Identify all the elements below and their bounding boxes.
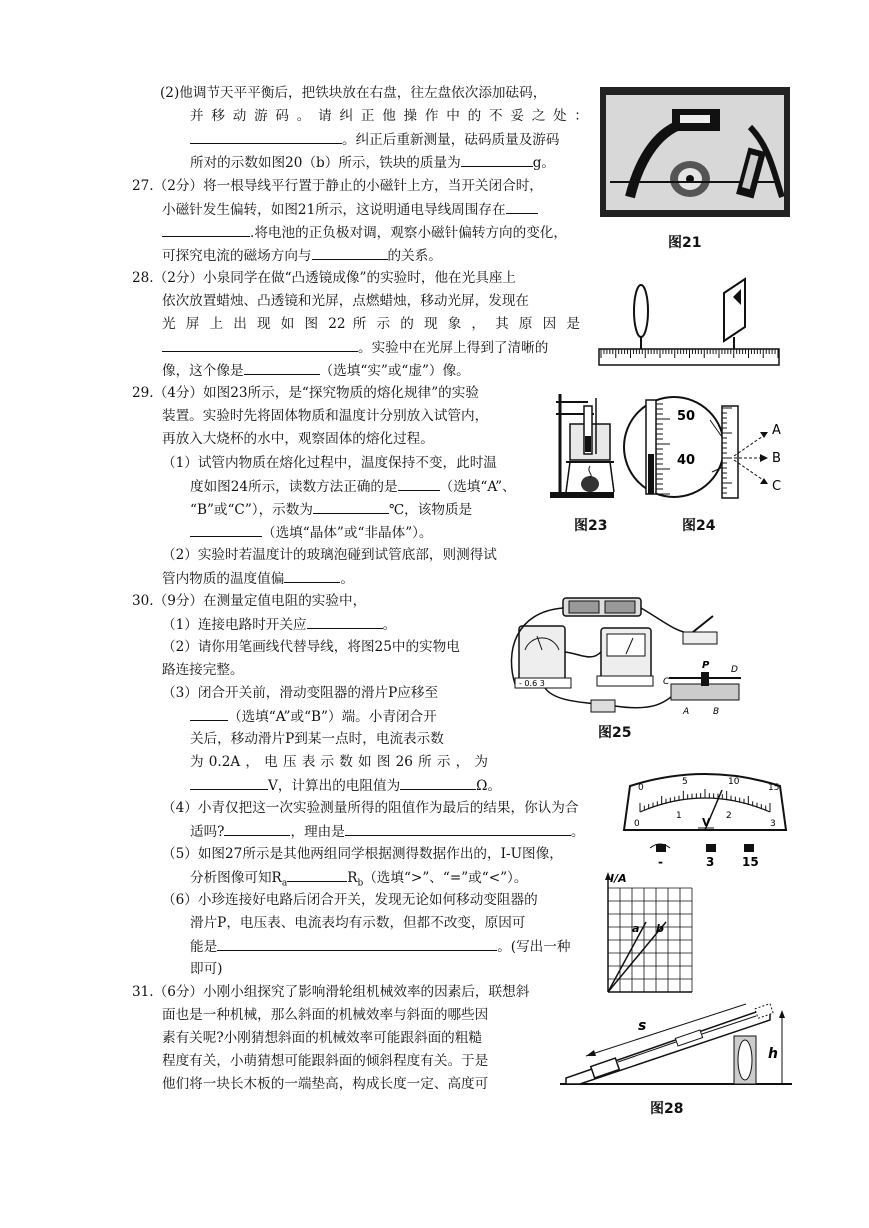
q27-line-2 xyxy=(162,199,538,220)
scale-top-10: 10 xyxy=(728,777,740,787)
q26-line-3-text: 。纠正后重新测量，砝码质量及游码 xyxy=(342,132,560,148)
q30-line-9-unit: Ω。 xyxy=(476,778,502,794)
q31-line-2: 面也是一种机械，那么斜面的机械效率与斜面的哪些因 xyxy=(162,1007,489,1023)
q30-line-6 xyxy=(190,706,437,727)
q27-line-4-text: 可探究电流的磁场方向与 xyxy=(162,248,312,264)
q28-line-4 xyxy=(162,337,548,358)
q29-line-6-end: ℃，该物质是 xyxy=(388,502,473,518)
scale-bottom-3: 3 xyxy=(770,819,776,829)
q29-line-2: 装置。实验时先将固体物质和温度计分别放入试管内， xyxy=(162,408,489,424)
q29-line-9-end: 。 xyxy=(340,571,354,587)
q31-line-3: 素有关呢?小刚猜想斜面的机械效率可能跟斜面的粗糙 xyxy=(162,1030,482,1046)
terminal-b-label: B xyxy=(713,707,720,717)
line-a-label: a xyxy=(632,922,640,935)
q29-line-6 xyxy=(190,499,472,520)
answer-blank[interactable] xyxy=(190,522,262,537)
q30-line-2-text: （1）连接电路时开关应 xyxy=(162,617,307,633)
q30-line-11-mid: ，理由是 xyxy=(290,824,345,840)
q30-line-10: （4）小青仅把这一次实验测量所得的阻值作为最后的结果，你认为合 xyxy=(162,800,579,816)
q26-line-2: 并 移 动 游 码 。 请 纠 正 他 操 作 中 的 不 妥 之 处 ： xyxy=(190,108,588,124)
figure-22-optical-bench xyxy=(597,275,781,370)
q30-line-5: （3）闭合开关前，滑动变阻器的滑片P应移至 xyxy=(162,685,439,701)
figure-27-iu-graph xyxy=(598,868,698,998)
q30-line-16-end: 。(写出一种 xyxy=(497,939,571,955)
thermometer-label-40: 40 xyxy=(677,453,696,468)
line-b-label: b xyxy=(656,922,664,935)
q30-line-2 xyxy=(162,614,396,635)
q30-line-16 xyxy=(190,936,570,957)
terminal-d-label: D xyxy=(731,665,738,675)
answer-blank[interactable] xyxy=(190,129,342,144)
q31-line-1: 31.（6分）小刚小组探究了影响滑轮组机械效率的因素后，联想斜 xyxy=(132,984,530,1000)
q29-line-4: （1）试管内物质在熔化过程中，温度保持不变，此时温 xyxy=(162,455,497,471)
slider-p-label: P xyxy=(702,660,710,671)
answer-blank[interactable] xyxy=(398,476,440,491)
ammeter-terminals: - 0.6 3 xyxy=(519,679,545,688)
q30-line-16-text: 能是 xyxy=(190,939,218,955)
answer-blank[interactable] xyxy=(461,152,533,167)
q28-line-2: 依次放置蜡烛、凸透镜和光屏，点燃蜡烛，移动光屏，发现在 xyxy=(162,293,530,309)
reading-option-c: C xyxy=(772,479,782,494)
q29-line-6-text: “B”或“C”），示数为 xyxy=(190,502,313,518)
q28-line-5 xyxy=(162,360,470,381)
figure-23-caption: 图23 xyxy=(574,518,608,534)
answer-blank[interactable] xyxy=(217,936,497,951)
reading-option-b: B xyxy=(772,451,781,466)
scale-top-5: 5 xyxy=(682,777,688,787)
q30-line-3: （2）请你用笔画线代替导线，将图25中的实物电 xyxy=(162,639,460,655)
q31-line-4: 程度有关，小萌猜想可能跟斜面的倾斜程度有关。于是 xyxy=(162,1053,489,1069)
q26-line-4-text: 所对的示数如图20（b）所示，铁块的质量为 xyxy=(190,155,461,171)
answer-blank[interactable] xyxy=(162,337,358,352)
terminal-c-label: C xyxy=(663,677,670,687)
answer-blank[interactable] xyxy=(287,867,347,882)
q29-line-7-text: （选填“晶体”或“非晶体”）。 xyxy=(262,525,433,541)
q30-line-1: 30.（9分）在测量定值电阻的实验中， xyxy=(132,593,367,609)
terminal-a-label: A xyxy=(683,707,690,717)
q30-line-14: （6）小珍连接好电路后闭合开关，发现无论如何移动变阻器的 xyxy=(162,892,538,908)
q28-line-5-end: （选填“实”或“虚”）像。 xyxy=(319,363,470,379)
q28-line-1: 28.（2分）小泉同学在做“凸透镜成像”的实验时，他在光具座上 xyxy=(132,270,517,286)
q30-line-8: 为0.2A，电压表示数如图26所示，为 xyxy=(190,754,488,770)
q30-line-11 xyxy=(190,821,584,842)
q26-line-4 xyxy=(190,152,555,173)
length-s-label: s xyxy=(638,1018,647,1034)
axis-label-i: I/A xyxy=(610,872,627,885)
q30-line-13-r: R xyxy=(347,870,358,886)
q31-line-5: 他们将一块长木板的一端垫高，构成长度一定、高度可 xyxy=(162,1076,489,1092)
reading-option-a: A xyxy=(772,423,781,438)
answer-blank[interactable] xyxy=(400,775,476,790)
q30-line-17: 即可) xyxy=(190,961,223,977)
q30-line-12: （5）如图27所示是其他两组同学根据测得数据作出的，I-U图像， xyxy=(162,846,563,862)
q29-line-3: 再放入大烧杯的水中，观察固体的熔化过程。 xyxy=(162,431,434,447)
q30-line-15: 滑片P，电压表、电流表均有示数，但都不改变，原因可 xyxy=(190,915,526,931)
height-h-label: h xyxy=(768,1046,778,1062)
q27-line-2-text: 小磁针发生偏转，如图21所示，这说明通电导线周围存在 xyxy=(162,202,506,218)
terminal-3: 3 xyxy=(706,855,715,869)
figure-21-caption: 图21 xyxy=(668,235,702,251)
figure-24-caption: 图24 xyxy=(682,518,716,534)
figure-23-apparatus xyxy=(548,388,620,500)
answer-blank[interactable] xyxy=(312,245,388,260)
answer-blank[interactable] xyxy=(506,199,538,214)
q27-line-4 xyxy=(162,245,442,266)
q29-line-8: （2）实验时若温度计的玻璃泡碰到试管底部，则测得试 xyxy=(162,547,497,563)
scale-bottom-1: 1 xyxy=(676,811,682,821)
thermometer-label-50: 50 xyxy=(677,409,696,424)
answer-blank[interactable] xyxy=(190,706,228,721)
q28-line-4-text: 。实验中在光屏上得到了清晰的 xyxy=(358,340,549,356)
answer-blank[interactable] xyxy=(190,775,268,790)
voltmeter-unit: V xyxy=(702,816,711,829)
scale-top-0: 0 xyxy=(638,783,644,793)
answer-blank[interactable] xyxy=(345,821,571,836)
q26-line-3 xyxy=(190,129,560,150)
q27-line-1: 27.（2分）将一根导线平行置于静止的小磁针上方，当开关闭合时， xyxy=(132,178,543,194)
q28-line-5-text: 像，这个像是 xyxy=(162,363,244,379)
q29-line-9-text: 管内物质的温度值偏 xyxy=(162,571,285,587)
answer-blank[interactable] xyxy=(307,614,383,629)
figure-28-incline xyxy=(556,1000,796,1092)
q30-line-9 xyxy=(190,775,501,796)
q26-line-1: (2)他调节天平平衡后，把铁块放在右盘，往左盘依次添加砝码， xyxy=(160,85,547,101)
q30-line-4: 路连接完整。 xyxy=(162,662,244,678)
scale-top-15: 15 xyxy=(768,783,780,793)
q29-line-7 xyxy=(190,522,433,543)
answer-blank[interactable] xyxy=(244,360,320,375)
terminal-negative: - xyxy=(658,855,663,869)
q30-line-13-end: （选填“>”、“=”或“<”）。 xyxy=(363,870,528,886)
q30-line-2-end: 。 xyxy=(382,617,397,633)
q26-line-4-unit: g。 xyxy=(532,155,555,171)
q28-line-3: 光 屏 上 出 现 如 图 22 所 示 的 现 象 ， 其 原 因 是 xyxy=(162,316,580,332)
figure-25-caption: 图25 xyxy=(598,725,632,741)
q29-line-5-end: （选填“A”、 xyxy=(439,479,516,495)
q29-line-5 xyxy=(190,476,516,497)
subscript-a: a xyxy=(281,878,288,889)
q30-line-13-text: 分析图像可知R xyxy=(190,870,282,886)
q27-line-3 xyxy=(162,222,567,243)
figure-24-thermometer xyxy=(622,392,792,502)
q29-line-5-text: 度如图24所示，读数方法正确的是 xyxy=(190,479,398,495)
answer-blank[interactable] xyxy=(313,499,389,514)
answer-blank[interactable] xyxy=(224,821,290,836)
q27-line-4-end: 的关系。 xyxy=(387,248,442,264)
figure-28-caption: 图28 xyxy=(650,1101,684,1117)
scale-bottom-2: 2 xyxy=(726,811,732,821)
answer-blank[interactable] xyxy=(162,222,250,237)
figure-25-circuit xyxy=(505,592,743,724)
figure-26-voltmeter xyxy=(620,768,790,872)
terminal-15: 15 xyxy=(742,855,759,869)
q30-line-9-text: V，计算出的电阻值为 xyxy=(268,778,401,794)
q27-line-3-text: .将电池的正负极对调，观察小磁针偏转方向的变化， xyxy=(250,225,567,241)
q30-line-7: 关后，移动滑片P到某一点时，电流表示数 xyxy=(190,731,444,747)
q30-line-11-end: 。 xyxy=(570,824,585,840)
q29-line-1: 29.（4分）如图23所示，是“探究物质的熔化规律”的实验 xyxy=(132,385,479,401)
q30-line-6-text: （选填“A”或“B”）端。小青闭合开 xyxy=(228,709,437,725)
figure-21-photo xyxy=(600,87,790,217)
scale-bottom-0: 0 xyxy=(634,819,640,829)
answer-blank[interactable] xyxy=(284,568,340,583)
subscript-b: b xyxy=(357,878,364,889)
q29-line-9 xyxy=(162,568,354,589)
q30-line-11-text: 适吗? xyxy=(190,824,225,840)
